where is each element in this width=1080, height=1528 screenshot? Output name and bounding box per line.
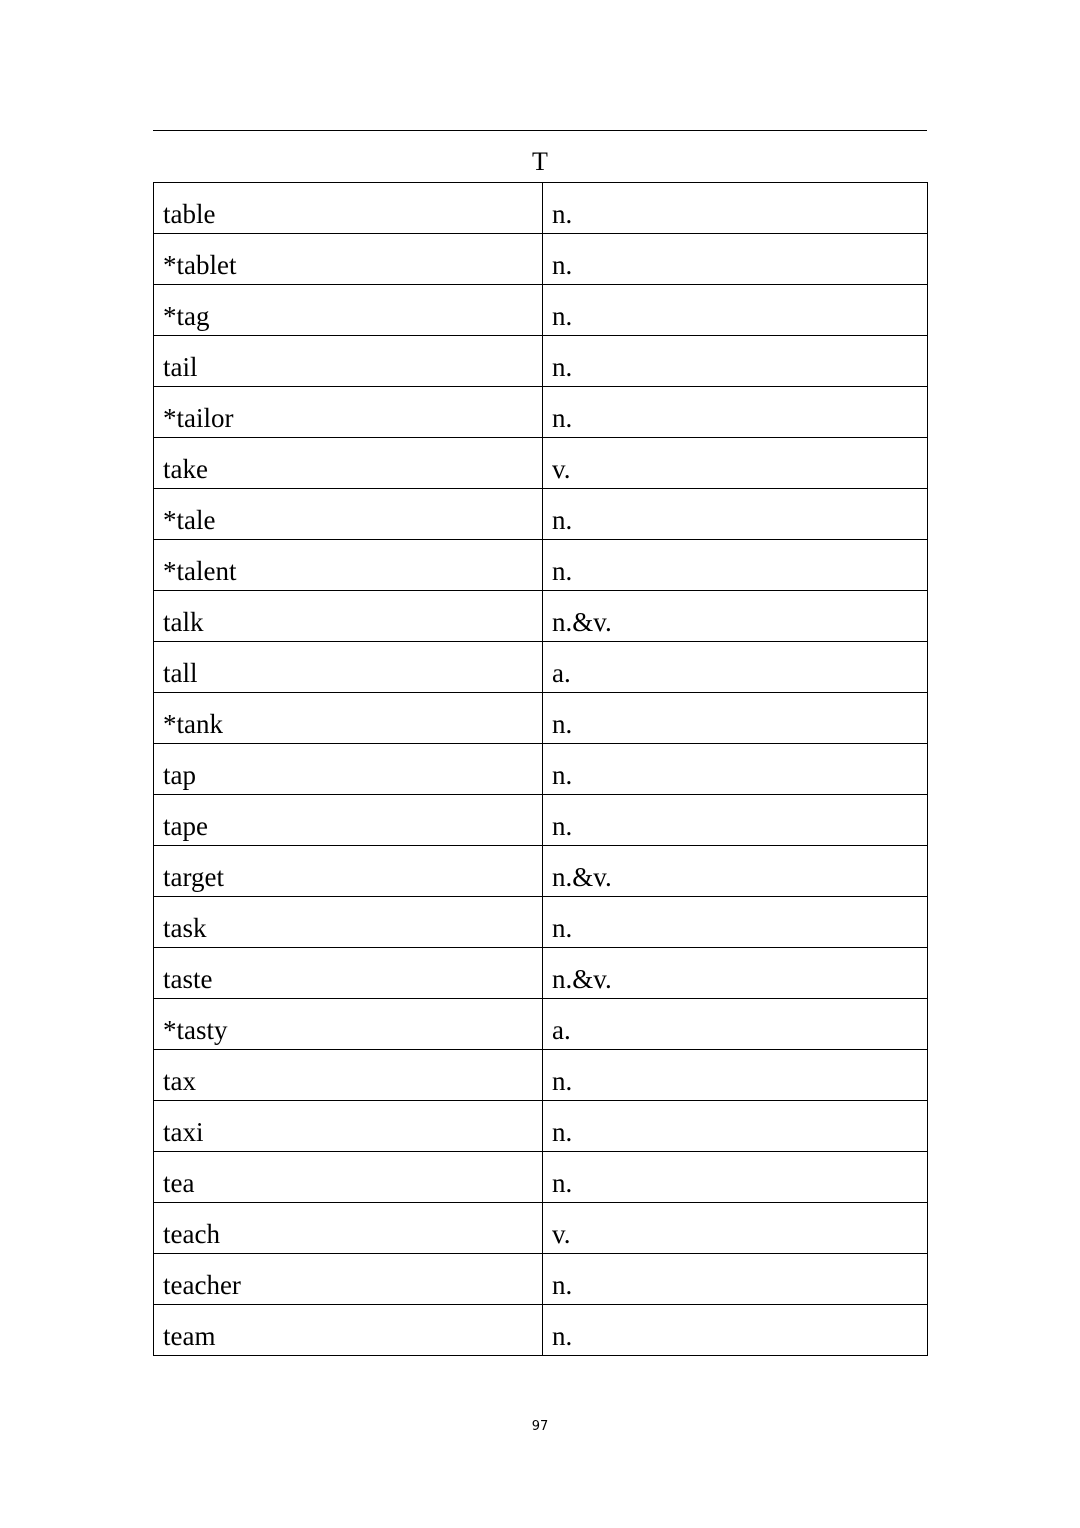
part-of-speech-cell: n. <box>543 387 928 438</box>
part-of-speech-cell: n.&v. <box>543 948 928 999</box>
part-of-speech-cell: v. <box>543 1203 928 1254</box>
table-row <box>154 1203 928 1254</box>
word-cell: tap <box>154 744 543 795</box>
word-cell: tea <box>154 1152 543 1203</box>
table-row <box>154 642 928 693</box>
word-cell: *talent <box>154 540 543 591</box>
table-row <box>154 591 928 642</box>
part-of-speech-cell: n.&v. <box>543 846 928 897</box>
table-row <box>154 1305 928 1356</box>
part-of-speech-cell: n. <box>543 1254 928 1305</box>
word-cell: *tasty <box>154 999 543 1050</box>
word-cell: tall <box>154 642 543 693</box>
word-cell: target <box>154 846 543 897</box>
table-row <box>154 897 928 948</box>
word-cell: tape <box>154 795 543 846</box>
word-cell: *tag <box>154 285 543 336</box>
word-cell: *tablet <box>154 234 543 285</box>
word-cell: talk <box>154 591 543 642</box>
part-of-speech-cell: n. <box>543 744 928 795</box>
part-of-speech-cell: n.&v. <box>543 591 928 642</box>
word-cell: tax <box>154 1050 543 1101</box>
part-of-speech-cell: n. <box>543 1152 928 1203</box>
page-number: 97 <box>531 1419 549 1434</box>
word-cell: task <box>154 897 543 948</box>
part-of-speech-cell: n. <box>543 1305 928 1356</box>
table-row <box>154 1254 928 1305</box>
table-row <box>154 183 928 234</box>
word-cell: table <box>154 183 543 234</box>
word-cell: team <box>154 1305 543 1356</box>
part-of-speech-cell: n. <box>543 693 928 744</box>
word-cell: *tank <box>154 693 543 744</box>
table-row <box>154 1101 928 1152</box>
part-of-speech-cell: n. <box>543 795 928 846</box>
word-cell: *tale <box>154 489 543 540</box>
part-of-speech-cell: n. <box>543 489 928 540</box>
table-row <box>154 489 928 540</box>
part-of-speech-cell: n. <box>543 336 928 387</box>
word-cell: taste <box>154 948 543 999</box>
word-cell: tail <box>154 336 543 387</box>
table-row <box>154 1050 928 1101</box>
part-of-speech-cell: n. <box>543 897 928 948</box>
vocabulary-table-body <box>154 183 928 1356</box>
part-of-speech-cell: n. <box>543 285 928 336</box>
word-cell: take <box>154 438 543 489</box>
table-row <box>154 1152 928 1203</box>
part-of-speech-cell: n. <box>543 1101 928 1152</box>
word-cell: taxi <box>154 1101 543 1152</box>
table-row <box>154 693 928 744</box>
table-row <box>154 540 928 591</box>
word-cell: *tailor <box>154 387 543 438</box>
word-cell: teacher <box>154 1254 543 1305</box>
part-of-speech-cell: a. <box>543 642 928 693</box>
table-row <box>154 846 928 897</box>
word-cell: teach <box>154 1203 543 1254</box>
vocabulary-table <box>153 182 928 1356</box>
part-of-speech-cell: n. <box>543 234 928 285</box>
table-row <box>154 744 928 795</box>
table-row <box>154 438 928 489</box>
part-of-speech-cell: n. <box>543 540 928 591</box>
table-row <box>154 795 928 846</box>
table-row <box>154 387 928 438</box>
table-row <box>154 999 928 1050</box>
section-heading: T <box>532 147 548 176</box>
part-of-speech-cell: a. <box>543 999 928 1050</box>
part-of-speech-cell: v. <box>543 438 928 489</box>
table-row <box>154 948 928 999</box>
part-of-speech-cell: n. <box>543 1050 928 1101</box>
part-of-speech-cell: n. <box>543 183 928 234</box>
top-divider <box>153 130 927 131</box>
table-row <box>154 285 928 336</box>
table-row <box>154 234 928 285</box>
table-row <box>154 336 928 387</box>
